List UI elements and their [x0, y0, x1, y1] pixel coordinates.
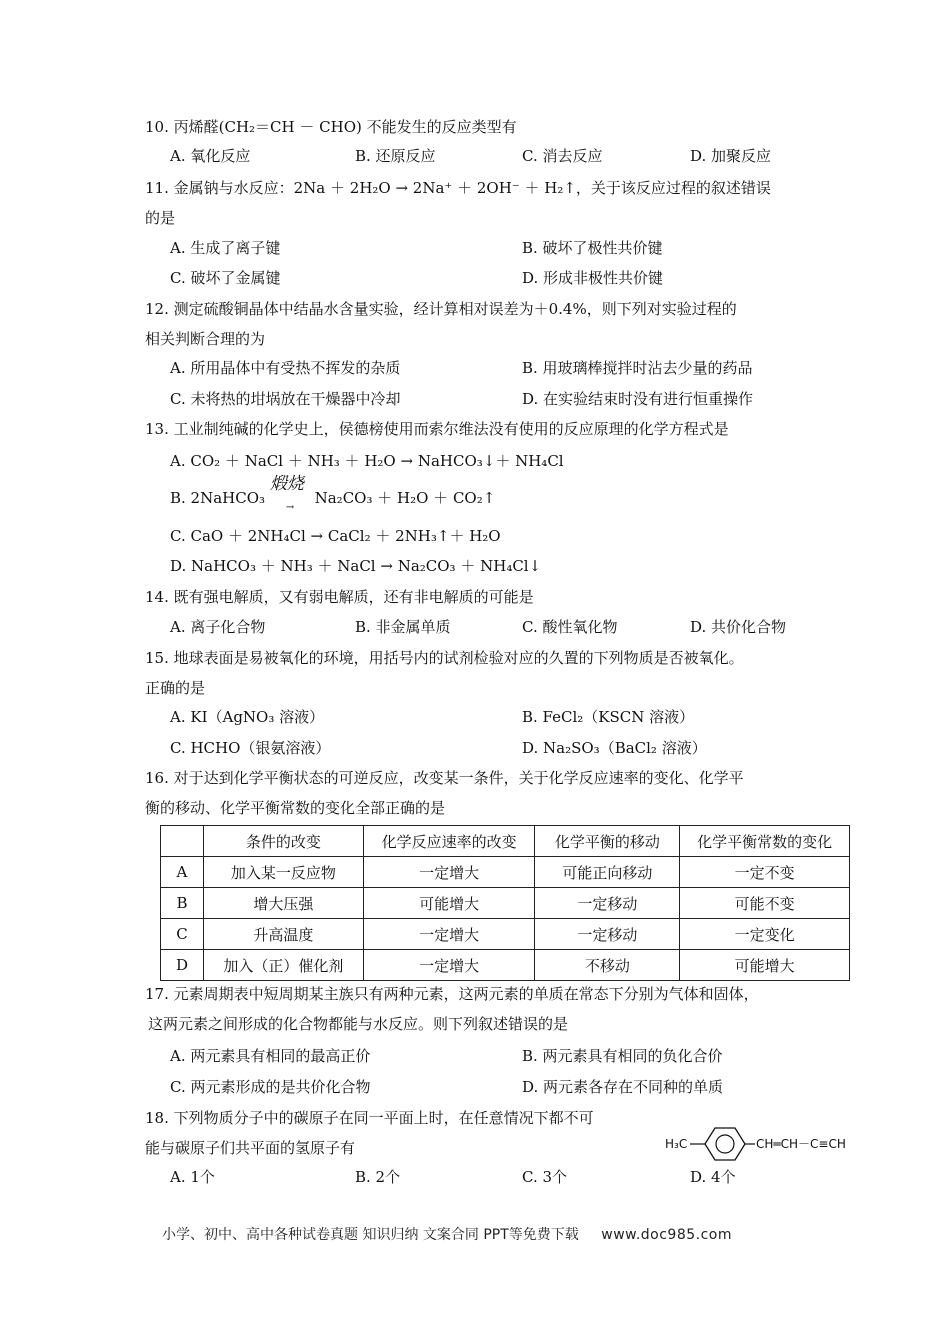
table-cell: C [161, 919, 204, 950]
table-header-cell: 化学平衡的移动 [535, 826, 680, 857]
q13-stem: 13. 工业制纯碱的化学史上，侯德榜使用而索尔维法没有使用的反应原理的化学方程式是 [145, 420, 729, 438]
table-cell: 一定移动 [535, 919, 680, 950]
q13-condition-text: 煅烧 [269, 474, 304, 494]
q11-option-d: D. 形成非极性共价键 [522, 269, 664, 287]
q10-option-b: B. 还原反应 [355, 147, 436, 165]
benzene-ring [705, 1128, 745, 1160]
q15-option-a: A. KI（AgNO₃ 溶液） [170, 708, 325, 726]
table-row [161, 857, 850, 888]
q11-options-row1 [170, 238, 810, 258]
q17-stem-line1: 17. 元素周期表中短周期某主族只有两种元素，这两元素的单质在常态下分别为气体和固体， [145, 985, 759, 1003]
benzene-aromatic-circle [716, 1135, 734, 1153]
q17-option-a: A. 两元素具有相同的最高正价 [170, 1047, 371, 1065]
q18-option-a: A. 1个 [170, 1168, 215, 1186]
table-cell: 一定移动 [535, 888, 680, 919]
table-cell: 一定增大 [363, 857, 535, 888]
q18-option-c: C. 3个 [522, 1168, 568, 1186]
table-cell: 加入某一反应物 [203, 857, 363, 888]
table-cell: 加入（正）催化剂 [203, 950, 363, 981]
table-header-row [161, 826, 850, 857]
table-row [161, 950, 850, 981]
q10-option-d: D. 加聚反应 [690, 147, 772, 165]
q10-option-a: A. 氧化反应 [170, 147, 251, 165]
q13-option-b [170, 474, 496, 513]
q13-option-d: D. NaHCO₃ ＋ NH₃ ＋ NaCl → Na₂CO₃ ＋ NH₄Cl↓ [170, 557, 542, 575]
methyl-group-label: H₃C [665, 1137, 688, 1151]
table-cell: 可能增大 [363, 888, 535, 919]
q18-option-d: D. 4个 [690, 1168, 736, 1186]
q17-options-row1 [170, 1046, 810, 1066]
q18-option-b: B. 2个 [355, 1168, 401, 1186]
footer-text: 小学、初中、高中各种试卷真题 知识归纳 文案合同 PPT等免费下载 [162, 1227, 579, 1243]
q14-option-a: A. 离子化合物 [170, 618, 266, 636]
table-cell: 可能正向移动 [535, 857, 680, 888]
q11-stem-line1: 11. 金属钠与水反应：2Na ＋ 2H₂O → 2Na⁺ ＋ 2OH⁻ ＋ H₂↑，关于该反应过程的叙述错误 [145, 179, 771, 197]
table-cell: 一定变化 [680, 919, 850, 950]
table-header-cell: 化学平衡常数的变化 [680, 826, 850, 857]
table-cell: A [161, 857, 204, 888]
q10-option-c: C. 消去反应 [522, 147, 603, 165]
q12-option-a: A. 所用晶体中有受热不挥发的杂质 [170, 359, 401, 377]
q11-option-b: B. 破坏了极性共价键 [522, 239, 663, 257]
q14-options [170, 617, 810, 637]
q18-stem-line1: 18. 下列物质分子中的碳原子在同一平面上时，在任意情况下都不可 [145, 1109, 594, 1127]
table-cell: 一定不变 [680, 857, 850, 888]
table-header-cell: 化学反应速率的改变 [363, 826, 535, 857]
q16-stem-line1: 16. 对于达到化学平衡状态的可逆反应，改变某一条件，关于化学反应速率的变化、化学平 [145, 769, 744, 787]
footer [162, 1224, 732, 1244]
q12-stem-line1: 12. 测定硫酸铜晶体中结晶水含量实验，经计算相对误差为＋0.4%，则下列对实验过程的 [145, 300, 737, 318]
table-cell: 不移动 [535, 950, 680, 981]
table-row [161, 919, 850, 950]
q12-option-b: B. 用玻璃棒搅拌时沾去少量的药品 [522, 359, 753, 377]
q18-structure-formula [663, 1123, 875, 1163]
q12-option-d: D. 在实验结束时没有进行恒重操作 [522, 390, 754, 408]
q15-options-row1 [170, 707, 810, 727]
q17-options-row2 [170, 1077, 810, 1097]
q15-option-d: D. Na₂SO₃（BaCl₂ 溶液） [522, 739, 707, 757]
q18-options [170, 1167, 810, 1187]
q12-stem-line2: 相关判断合理的为 [145, 330, 266, 348]
table-cell: D [161, 950, 204, 981]
table-cell: 可能增大 [680, 950, 850, 981]
q13-option-b-left: B. 2NaHCO₃ [170, 489, 266, 507]
table-cell: 可能不变 [680, 888, 850, 919]
q13-reaction-arrow: → [285, 502, 295, 513]
q12-option-c: C. 未将热的坩埚放在干燥器中冷却 [170, 390, 401, 408]
q17-option-c: C. 两元素形成的是共价化合物 [170, 1078, 371, 1096]
table-cell: B [161, 888, 204, 919]
q17-option-b: B. 两元素具有相同的负化合价 [522, 1047, 723, 1065]
q10-options [170, 146, 810, 166]
q12-options-row2 [170, 389, 810, 409]
table-row [161, 888, 850, 919]
q13-reaction-condition [269, 474, 310, 513]
q16-table [160, 825, 850, 981]
q15-option-c: C. HCHO（银氨溶液） [170, 739, 331, 757]
table-cell: 一定增大 [363, 919, 535, 950]
table-cell: 升高温度 [203, 919, 363, 950]
q10-stem: 10. 丙烯醛(CH₂＝CH － CHO) 不能发生的反应类型有 [145, 118, 517, 136]
q17-stem-line2: 这两元素之间形成的化合物都能与水反应。则下列叙述错误的是 [148, 1015, 569, 1033]
table-header-cell: 条件的改变 [203, 826, 363, 857]
table-header-cell [161, 826, 204, 857]
q13-option-c: C. CaO ＋ 2NH₄Cl → CaCl₂ ＋ 2NH₃↑＋ H₂O [170, 527, 501, 545]
q15-stem-line2: 正确的是 [145, 679, 206, 697]
table-cell: 增大压强 [203, 888, 363, 919]
q17-option-d: D. 两元素各存在不同种的单质 [522, 1078, 724, 1096]
q14-option-b: B. 非金属单质 [355, 618, 451, 636]
q12-options-row1 [170, 358, 810, 378]
q15-options-row2 [170, 738, 810, 758]
q15-stem-line1: 15. 地球表面是易被氧化的环境，用括号内的试剂检验对应的久置的下列物质是否被氧化。 [145, 649, 744, 667]
q11-options-row2 [170, 268, 810, 288]
table-cell: 一定增大 [363, 950, 535, 981]
q11-option-c: C. 破坏了金属键 [170, 269, 281, 287]
q13-option-b-right: Na₂CO₃ ＋ H₂O ＋ CO₂↑ [314, 489, 496, 507]
q11-stem-line2: 的是 [145, 209, 176, 227]
footer-url[interactable]: www.doc985.com [601, 1227, 732, 1243]
unsaturated-chain-label: CH═CH－C≡CH [756, 1137, 846, 1151]
q13-option-a: A. CO₂ ＋ NaCl ＋ NH₃ ＋ H₂O → NaHCO₃↓＋ NH₄Cl [170, 452, 564, 470]
q14-option-c: C. 酸性氧化物 [522, 618, 618, 636]
q18-stem-line2: 能与碳原子们共平面的氢原子有 [145, 1139, 356, 1157]
q14-stem: 14. 既有强电解质，又有弱电解质，还有非电解质的可能是 [145, 588, 534, 606]
q15-option-b: B. FeCl₂（KSCN 溶液） [522, 708, 695, 726]
q16-stem-line2: 衡的移动、化学平衡常数的变化全部正确的是 [145, 799, 446, 817]
q14-option-d: D. 共价化合物 [690, 618, 787, 636]
q11-option-a: A. 生成了离子键 [170, 239, 281, 257]
